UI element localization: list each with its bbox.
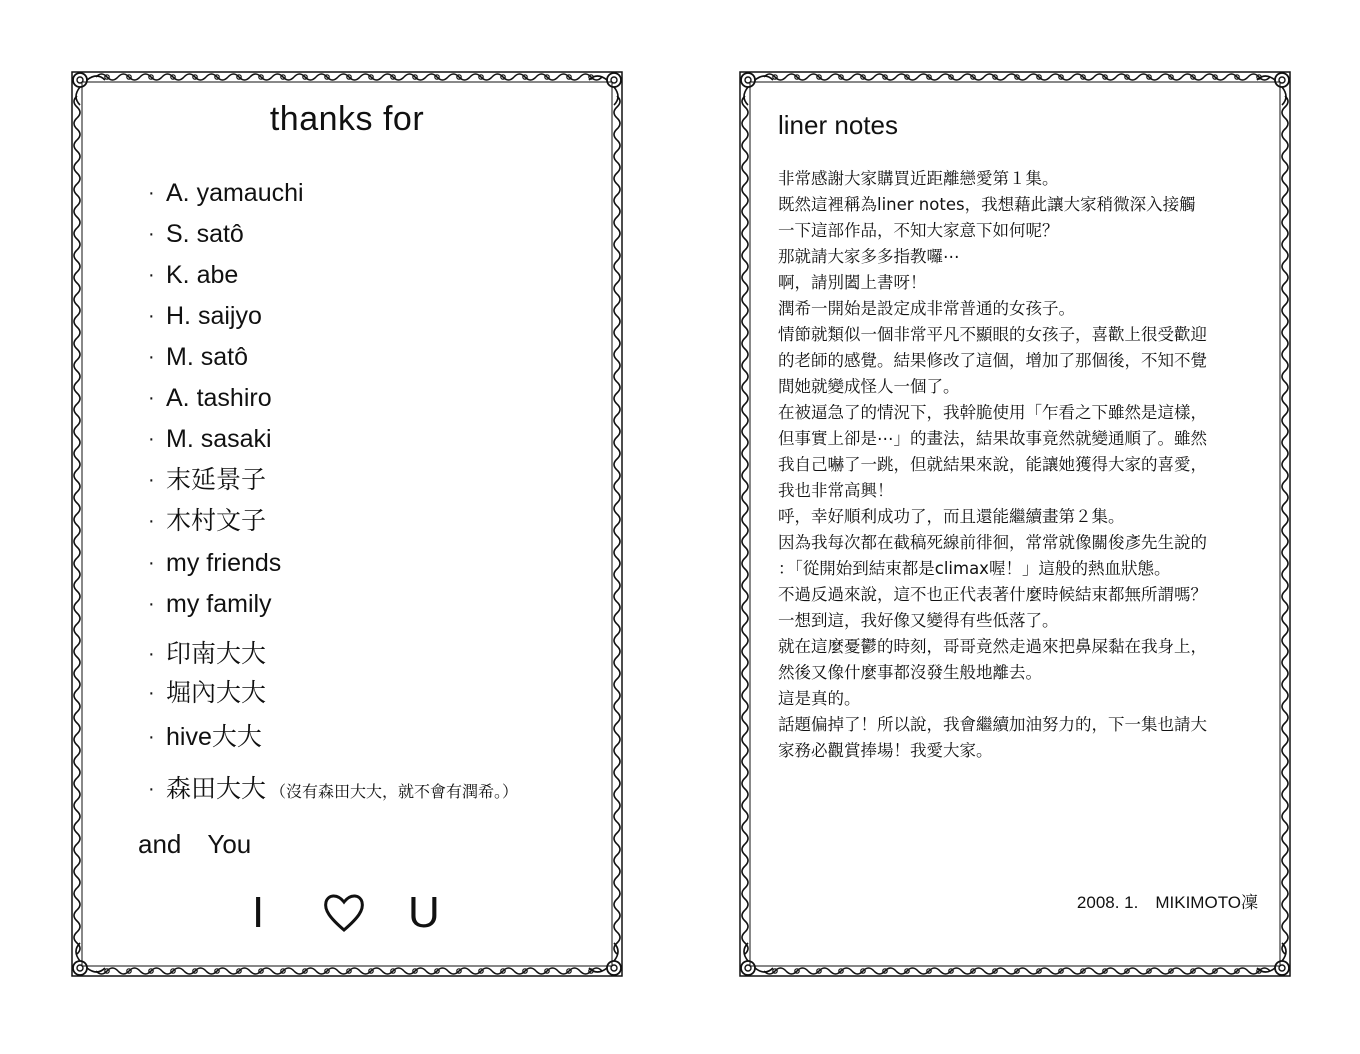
bullet: · bbox=[148, 682, 155, 704]
liner-line: 間她就變成怪人一個了。 bbox=[778, 377, 960, 396]
liner-line: 呼，幸好順利成功了，而且還能繼續畫第２集。 bbox=[778, 507, 1125, 526]
thanks-item bbox=[148, 589, 272, 619]
thanks-item bbox=[148, 465, 266, 495]
thanks-item bbox=[148, 639, 266, 669]
bullet: · bbox=[148, 726, 155, 748]
thanks-name: hive大大 bbox=[166, 723, 262, 751]
liner-line: 我也非常高興！ bbox=[778, 481, 894, 500]
liner-line: ：「從開始到結束都是climax喔！」這般的熱血狀態。 bbox=[778, 559, 1171, 578]
bullet: · bbox=[148, 223, 155, 245]
thanks-item bbox=[148, 219, 244, 249]
thanks-name: 印南大大 bbox=[166, 640, 267, 668]
thanks-name: A. yamauchi bbox=[166, 179, 304, 207]
thanks-name: M. satô bbox=[166, 343, 248, 371]
thanks-name: H. saijyo bbox=[166, 302, 262, 330]
letter-i: I bbox=[252, 888, 265, 937]
liner-line: 然後又像什麼事都沒發生般地離去。 bbox=[778, 663, 1042, 682]
liner-line: 情節就類似一個非常平凡不顯眼的女孩子，喜歡上很受歡迎 bbox=[778, 325, 1207, 344]
liner-line: 潤希一開始是設定成非常普通的女孩子。 bbox=[778, 299, 1075, 318]
liner-line: 我自己嚇了一跳，但就結果來說，能讓她獲得大家的喜愛， bbox=[778, 455, 1207, 474]
bullet: · bbox=[148, 182, 155, 204]
thanks-item bbox=[148, 301, 262, 331]
liner-line: 的老師的感覺。結果修改了這個，增加了那個後，不知不覺 bbox=[778, 351, 1207, 370]
i-love-u bbox=[238, 888, 468, 948]
thanks-title: thanks for bbox=[269, 100, 425, 138]
bullet: · bbox=[148, 643, 155, 665]
liner-line: 既然這裡稱為liner notes，我想藉此讓大家稍微深入接觸 bbox=[778, 195, 1196, 214]
thanks-item bbox=[148, 506, 266, 536]
liner-line: 那就請大家多多指教囉⋯ bbox=[778, 247, 960, 266]
bullet: · bbox=[148, 428, 155, 450]
liner-line: 一想到這，我好像又變得有些低落了。 bbox=[778, 611, 1059, 630]
thanks-name: 森田大大 bbox=[166, 775, 267, 803]
bullet: · bbox=[148, 552, 155, 574]
bullet: · bbox=[148, 593, 155, 615]
liner-notes-title: liner notes bbox=[778, 110, 898, 140]
thanks-name: 末延景子 bbox=[166, 466, 267, 494]
thanks-name: 木村文子 bbox=[166, 507, 267, 535]
liner-line: 啊，請別闔上書呀！ bbox=[778, 273, 927, 292]
heart-icon bbox=[322, 890, 366, 934]
bullet: · bbox=[148, 346, 155, 368]
liner-line: 因為我每次都在截稿死線前徘徊，常常就像關俊彥先生說的 bbox=[778, 533, 1207, 552]
thanks-item bbox=[148, 383, 272, 413]
liner-line: 話題偏掉了！所以說，我會繼續加油努力的，下一集也請大 bbox=[778, 715, 1207, 734]
thanks-item bbox=[148, 424, 272, 454]
signature: 2008. 1. MIKIMOTO凜 bbox=[1076, 893, 1258, 912]
thanks-name: my family bbox=[166, 590, 272, 618]
bullet: · bbox=[148, 387, 155, 409]
liner-line: 不過反過來說，這不也正代表著什麼時候結束都無所謂嗎？ bbox=[778, 585, 1207, 604]
thanks-note: （沒有森田大大，就不會有潤希。） bbox=[270, 784, 519, 801]
thanks-item bbox=[148, 260, 238, 290]
bullet: · bbox=[148, 778, 155, 800]
liner-line: 但事實上卻是⋯」的畫法，結果故事竟然就變通順了。雖然 bbox=[778, 429, 1207, 448]
thanks-name: S. satô bbox=[166, 220, 244, 248]
liner-notes-page bbox=[730, 62, 1300, 986]
thanks-name: K. abe bbox=[166, 261, 239, 289]
liner-line: 家務必觀賞捧場！我愛大家。 bbox=[778, 741, 993, 760]
liner-line: 這是真的。 bbox=[778, 689, 861, 708]
bullet: · bbox=[148, 264, 155, 286]
thanks-name: 堀內大大 bbox=[166, 679, 267, 707]
thanks-name: M. sasaki bbox=[166, 425, 272, 453]
bullet: · bbox=[148, 469, 155, 491]
thanks-name: my friends bbox=[166, 549, 282, 577]
bullet: · bbox=[148, 510, 155, 532]
letter-u: U bbox=[408, 888, 440, 937]
thanks-item bbox=[148, 722, 262, 752]
thanks-item bbox=[148, 548, 281, 578]
thanks-item bbox=[148, 178, 304, 208]
bullet: · bbox=[148, 305, 155, 327]
liner-line: 就在這麼憂鬱的時刻，哥哥竟然走過來把鼻屎黏在我身上， bbox=[778, 637, 1207, 656]
liner-line: 在被逼急了的情況下，我幹脆使用「乍看之下雖然是這樣， bbox=[778, 403, 1207, 422]
liner-line: 一下這部作品，不知大家意下如何呢？ bbox=[778, 221, 1059, 240]
thanks-name: A. tashiro bbox=[166, 384, 272, 412]
thanks-item bbox=[148, 342, 248, 372]
liner-notes-body bbox=[778, 166, 1258, 764]
thanks-item bbox=[148, 678, 266, 708]
liner-line: 非常感謝大家購買近距離戀愛第１集。 bbox=[778, 169, 1059, 188]
closing-text: and You bbox=[138, 829, 252, 859]
thanks-item bbox=[148, 774, 518, 808]
thanks-page bbox=[62, 62, 632, 986]
